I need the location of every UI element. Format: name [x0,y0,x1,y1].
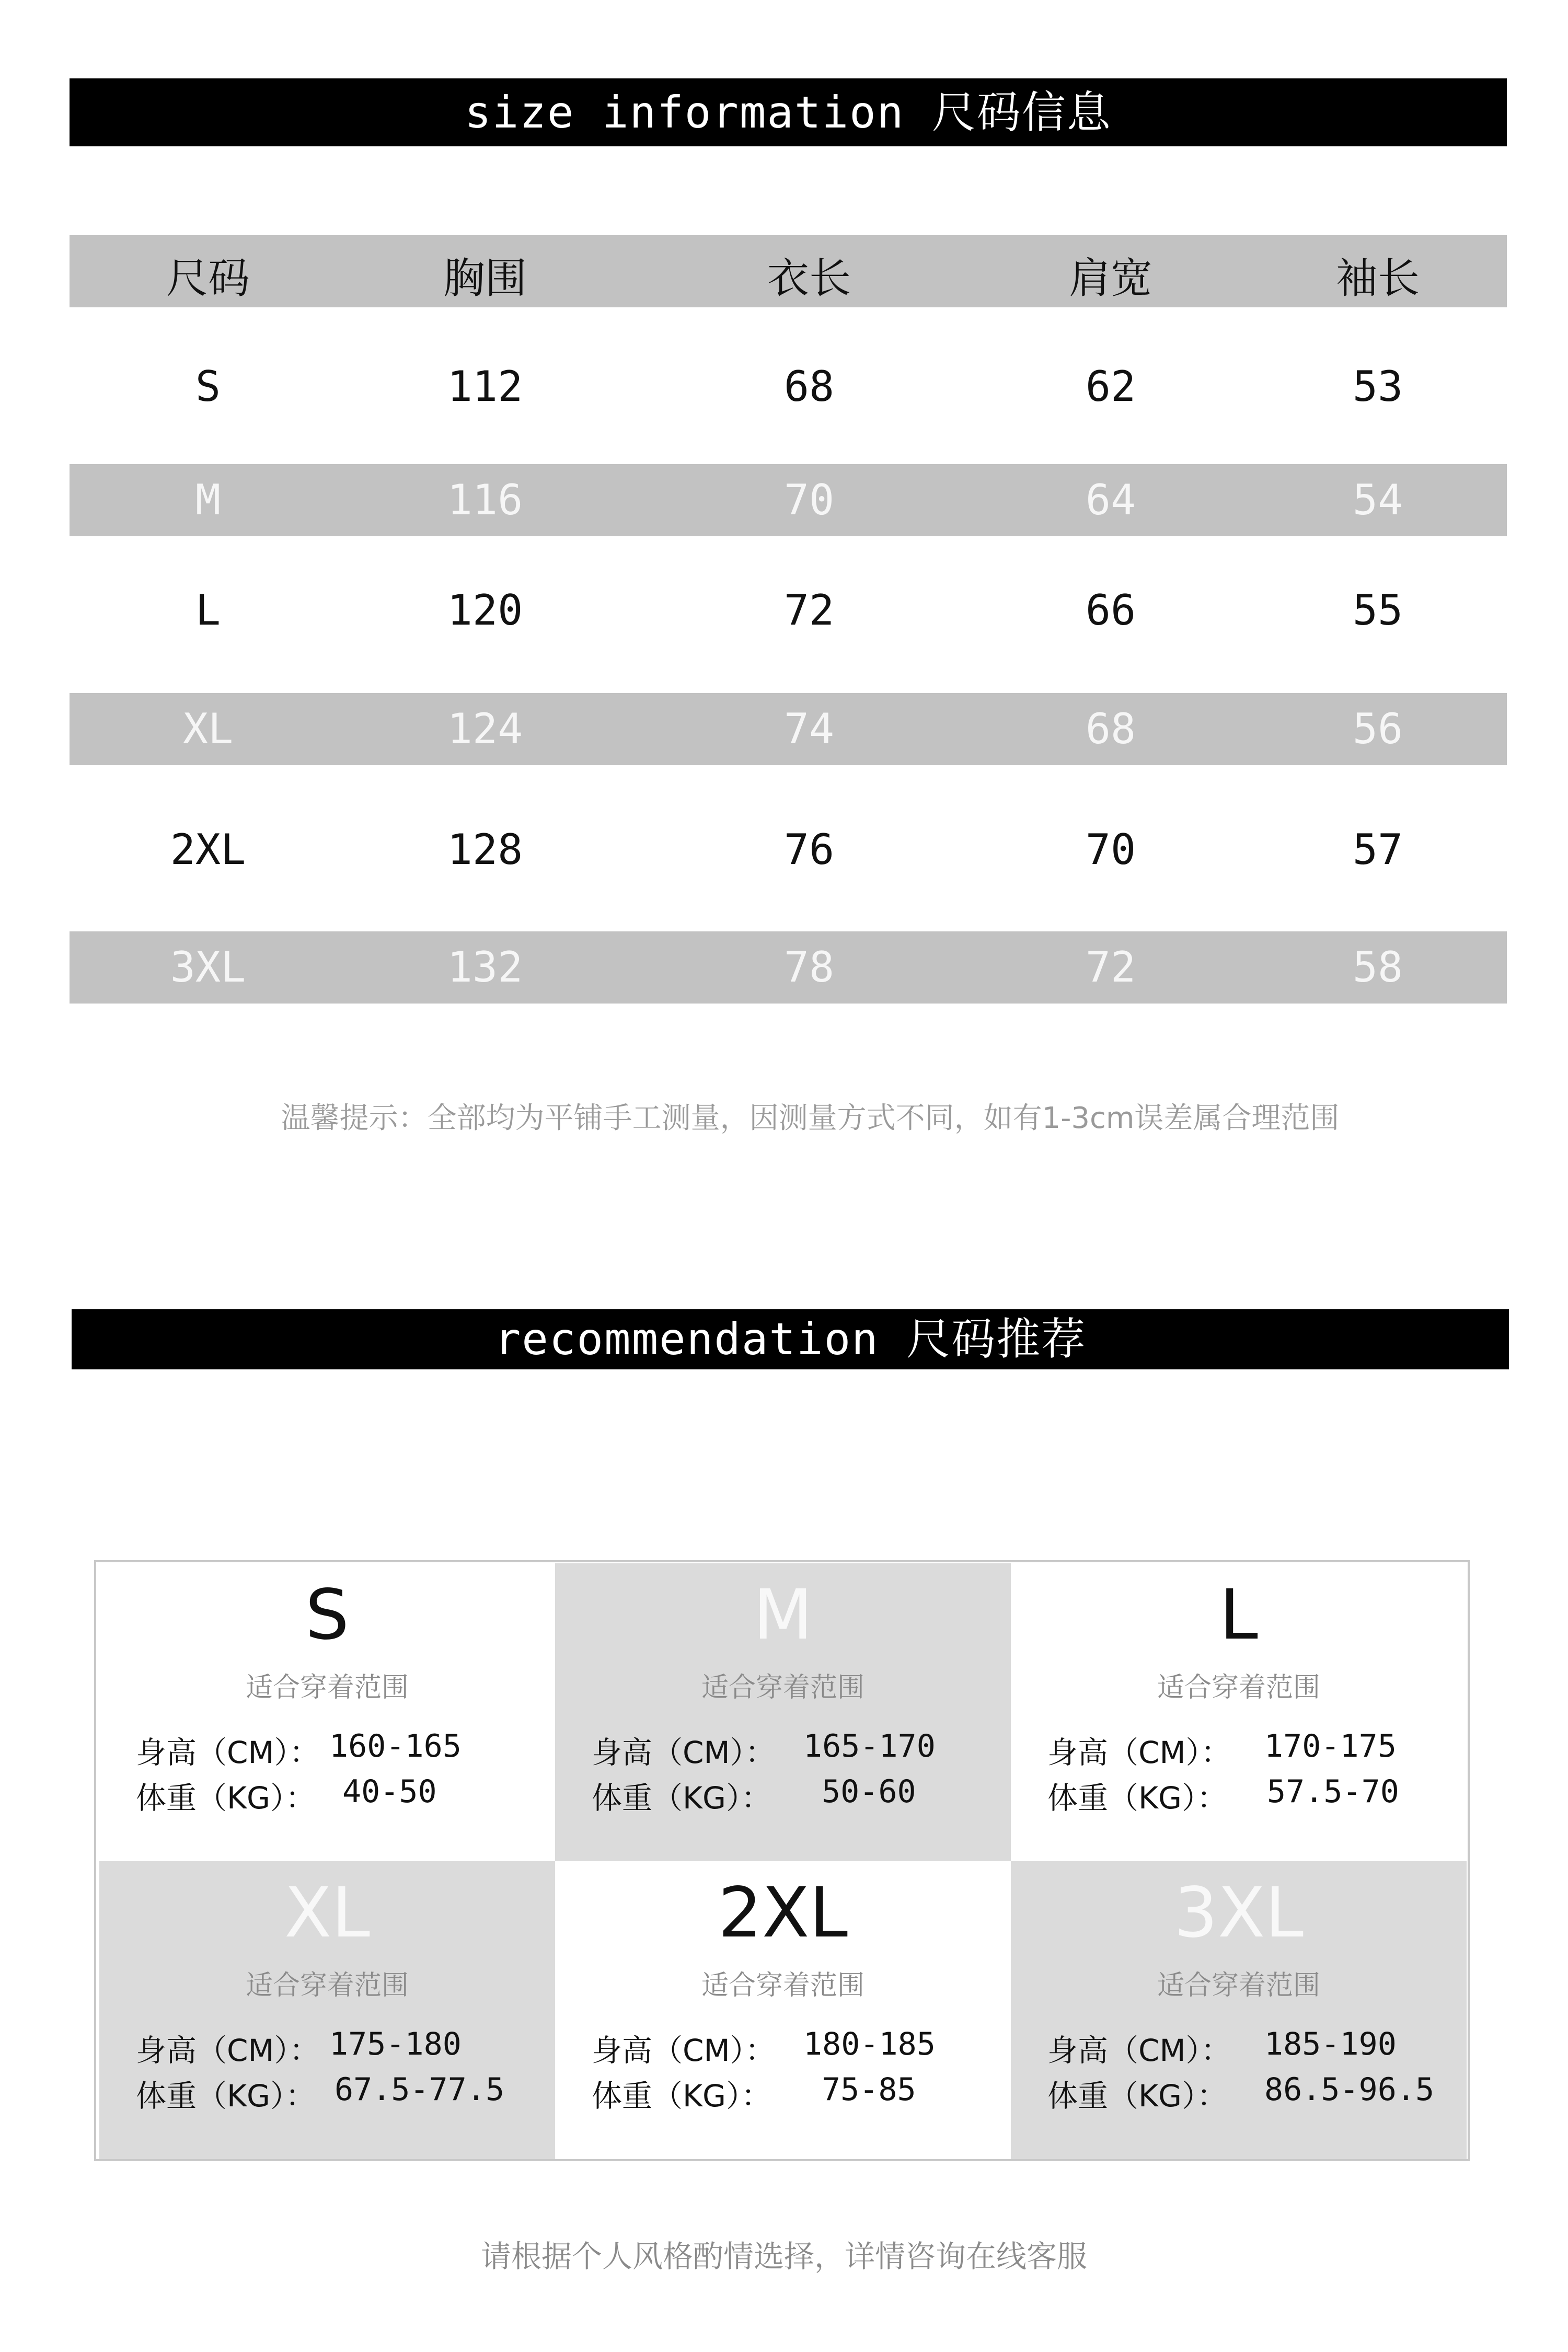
header-size: 尺码 [166,254,250,303]
header-length: 衣长 [767,254,851,303]
card-subtitle: 适合穿着范围 [701,1970,864,2001]
cell-length: 68 [783,362,835,411]
card-subtitle: 适合穿着范围 [1157,1672,1320,1703]
cell-length: 78 [783,943,835,991]
size-card [99,1861,555,2159]
weight-value: 75-85 [822,2071,916,2108]
card-size: L [1219,1575,1258,1655]
cell-shoulder: 70 [1085,825,1136,874]
cell-shoulder: 64 [1085,476,1136,524]
height-value: 175-180 [329,2026,462,2062]
cell-chest: 120 [447,586,523,635]
weight-value: 86.5-96.5 [1264,2071,1435,2108]
bottom-note: 请根据个人风格酌情选择，详情咨询在线客服 [480,2239,1087,2274]
card-size: 2XL [718,1873,848,1953]
height-value: 180-185 [803,2026,936,2062]
table-header-row [70,235,1507,307]
height-value: 160-165 [329,1728,462,1765]
table-row [70,536,1507,693]
recommendation-banner: recommendation 尺码推荐 [72,1309,1509,1369]
weight-value: 40-50 [342,1773,437,1810]
cell-chest: 132 [447,943,523,991]
size-information-banner: size information 尺码信息 [70,78,1507,146]
cell-sleeve: 54 [1352,476,1403,524]
cell-sleeve: 57 [1352,825,1403,874]
height-label: 身高（CM）： [136,1735,320,1770]
height-label: 身高（CM）： [1047,2033,1231,2068]
cell-size: XL [182,705,234,753]
card-size: XL [284,1873,370,1953]
height-label: 身高（CM）： [136,2033,320,2068]
header-shoulder: 肩宽 [1069,254,1152,303]
weight-label: 体重（KG）： [1047,1780,1227,1816]
measurement-note: 温馨提示：全部均为平铺手工测量，因测量方式不同，如有1-3cm误差属合理范围 [281,1101,1340,1135]
weight-label: 体重（KG）： [136,1780,316,1816]
cell-size: M [195,476,221,524]
card-subtitle: 适合穿着范围 [1157,1970,1320,2001]
cell-size: S [195,362,221,411]
card-subtitle: 适合穿着范围 [245,1672,409,1703]
height-value: 170-175 [1264,1728,1397,1765]
cell-sleeve: 58 [1352,943,1403,991]
size-card [555,1861,1011,2159]
cell-chest: 116 [447,476,523,524]
card-size: M [753,1575,813,1655]
card-subtitle: 适合穿着范围 [701,1672,864,1703]
cell-sleeve: 55 [1352,586,1403,635]
height-value: 165-170 [803,1728,936,1765]
table-row [70,693,1507,765]
cell-length: 76 [783,825,835,874]
table-row [70,931,1507,1004]
cell-length: 72 [783,586,835,635]
cell-shoulder: 72 [1085,943,1136,991]
cell-sleeve: 53 [1352,362,1403,411]
cell-shoulder: 68 [1085,705,1136,753]
weight-label: 体重（KG）： [592,2078,771,2114]
weight-label: 体重（KG）： [592,1780,771,1816]
weight-value: 67.5-77.5 [335,2071,505,2108]
cell-sleeve: 56 [1352,705,1403,753]
cell-shoulder: 66 [1085,586,1136,635]
cell-length: 74 [783,705,835,753]
height-label: 身高（CM）： [592,2033,776,2068]
cell-size: L [195,586,221,635]
weight-label: 体重（KG）： [136,2078,316,2114]
size-card [1011,1563,1467,1861]
height-label: 身高（CM）： [592,1735,776,1770]
table-row [70,464,1507,536]
cell-size: 3XL [170,943,246,991]
table-row [70,307,1507,464]
card-size: S [305,1575,349,1655]
size-recommendation-grid [94,1560,1470,2161]
cell-shoulder: 62 [1085,362,1136,411]
card-size: 3XL [1174,1873,1304,1953]
header-sleeve: 袖长 [1336,254,1420,303]
weight-value: 50-60 [822,1773,916,1810]
size-card [99,1563,555,1861]
size-card [1011,1861,1467,2159]
size-card [555,1563,1011,1861]
table-row [70,765,1507,931]
cell-length: 70 [783,476,835,524]
weight-value: 57.5-70 [1267,1773,1399,1810]
height-value: 185-190 [1264,2026,1397,2062]
cell-chest: 124 [447,705,523,753]
weight-label: 体重（KG）： [1047,2078,1227,2114]
cell-chest: 128 [447,825,523,874]
height-label: 身高（CM）： [1047,1735,1231,1770]
cell-chest: 112 [447,362,523,411]
card-subtitle: 适合穿着范围 [245,1970,409,2001]
header-chest: 胸围 [443,254,527,303]
cell-size: 2XL [170,825,246,874]
